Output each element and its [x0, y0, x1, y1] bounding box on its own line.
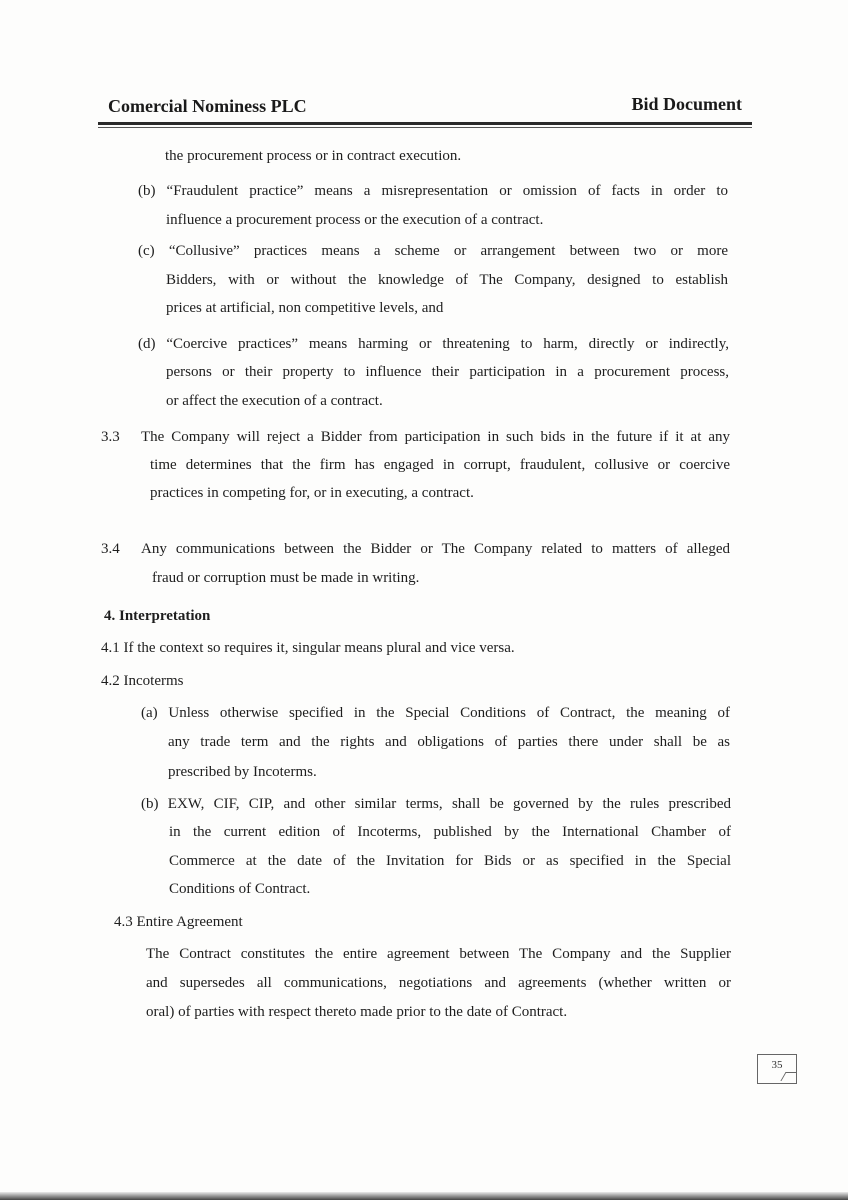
page-number: 35	[771, 1059, 783, 1071]
body-line: persons or their property to influence their participation in a procurement process,	[166, 364, 729, 380]
header-rule	[98, 122, 752, 125]
page-curl-icon	[780, 1072, 796, 1081]
body-line: influence a procurement process or the execution of a contract.	[166, 212, 544, 228]
body-line: the procurement process or in contract execution.	[165, 148, 462, 164]
clause-c-collusive: (c) “Collusive” practices means a scheme or arrangement between two or more	[138, 243, 728, 259]
clause-4-2-b: (b) EXW, CIF, CIP, and other similar terms, shall be governed by the rules prescribed	[141, 796, 731, 812]
body-line: Commerce at the date of the Invitation for Bids or as specified in the Special	[169, 853, 731, 869]
scan-bottom-edge	[0, 1192, 848, 1200]
clause-number-3-3: 3.3	[101, 429, 120, 445]
clause-4-2-a: (a) Unless otherwise specified in the Special Conditions of Contract, the meaning of	[141, 705, 730, 721]
clause-b-fraudulent: (b) “Fraudulent practice” means a misrepresentation or omission of facts in order to	[138, 183, 728, 199]
body-line: and supersedes all communications, negotiations and agreements (whether written or	[146, 975, 731, 991]
body-line: practices in competing for, or in executing, a contract.	[150, 485, 474, 501]
body-line: in the current edition of Incoterms, published by the International Chamber of	[169, 824, 731, 840]
header-company-name: Comercial Nominess PLC	[108, 96, 307, 116]
clause-3-3: The Company will reject a Bidder from participation in such bids in the future if it at any	[141, 429, 730, 445]
clause-3-4: Any communications between the Bidder or The Company related to matters of alleged	[141, 541, 730, 557]
section-heading-interpretation: 4. Interpretation	[104, 608, 211, 624]
body-line: Bidders, with or without the knowledge of The Company, designed to establish	[166, 272, 728, 288]
clause-4-3-body: The Contract constitutes the entire agreement between The Company and the Supplier	[146, 946, 731, 962]
clause-d-coercive: (d) “Coercive practices” means harming or threatening to harm, directly or indirectly,	[138, 336, 729, 352]
clause-4-2-heading: 4.2 Incoterms	[101, 673, 184, 689]
body-line: Conditions of Contract.	[169, 881, 311, 897]
body-line: oral) of parties with respect thereto made prior to the date of Contract.	[146, 1004, 568, 1020]
body-line: or affect the execution of a contract.	[166, 393, 383, 409]
body-line: fraud or corruption must be made in writing.	[152, 570, 420, 586]
header-document-title: Bid Document	[631, 94, 742, 114]
clause-number-3-4: 3.4	[101, 541, 120, 557]
body-line: prescribed by Incoterms.	[168, 764, 317, 780]
body-line: prices at artificial, non competitive levels, and	[166, 300, 444, 316]
body-line: time determines that the firm has engaged in corrupt, fraudulent, collusive or coercive	[150, 457, 730, 473]
body-line: any trade term and the rights and obligations of parties there under shall be as	[168, 734, 730, 750]
clause-4-1: 4.1 If the context so requires it, singular means plural and vice versa.	[101, 640, 515, 656]
page-header	[98, 94, 750, 124]
header-rule-thin	[98, 127, 752, 128]
page-number-box	[757, 1054, 797, 1084]
clause-4-3-heading: 4.3 Entire Agreement	[114, 914, 243, 930]
